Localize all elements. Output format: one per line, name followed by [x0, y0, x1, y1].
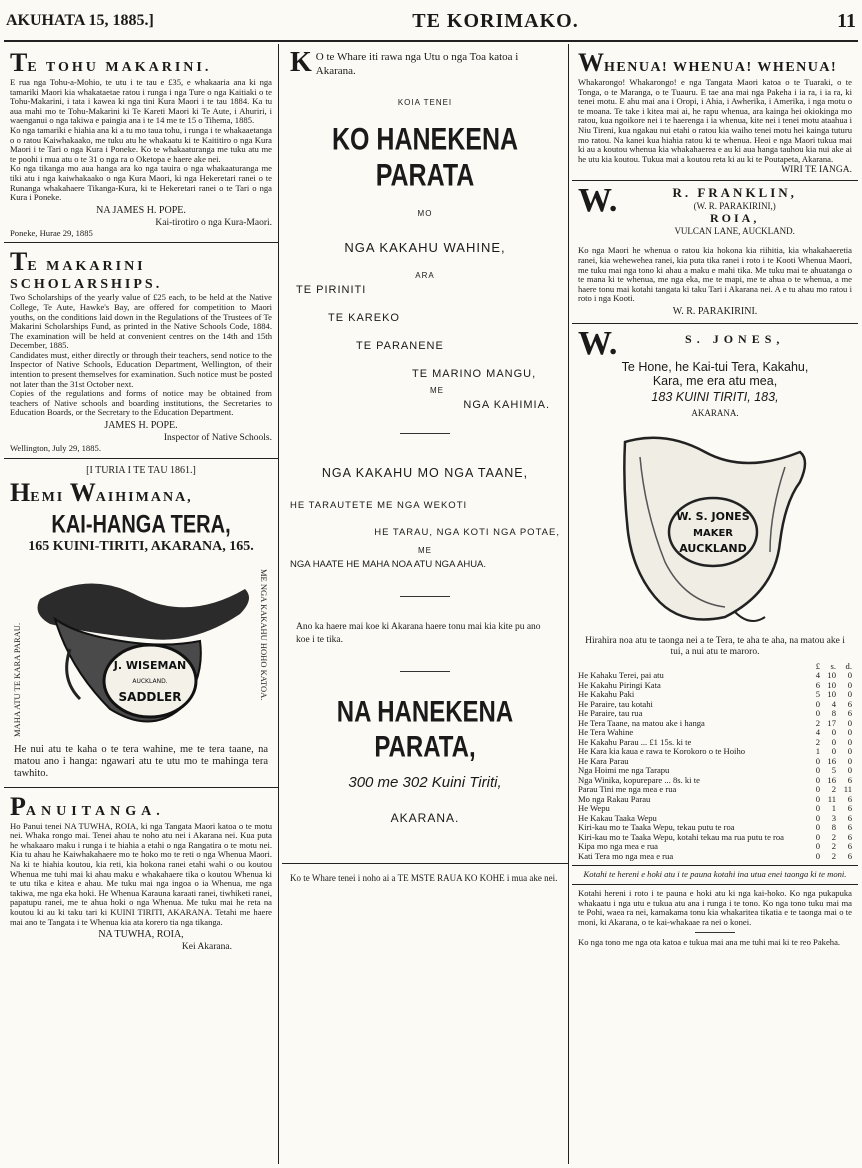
tohu-makarini-notice	[4, 44, 278, 243]
price-value: 6	[847, 812, 852, 823]
advertiser-name: KO HANEKENA PARATA	[331, 121, 519, 193]
price-value: 0	[847, 717, 852, 728]
price-value: 0	[815, 822, 820, 833]
price-item: Kiri-kau mo te Taaka Wepu, kotahi tekau ma rua putu te roa	[578, 831, 785, 842]
price-value: 6	[847, 822, 852, 833]
signature-name: JAMES H. POPE.	[104, 420, 178, 432]
rule	[282, 863, 568, 864]
notice-heading: PANUITANGA.	[10, 791, 165, 821]
paragraph: Ko nga tono me nga ota katoa e tukua mai ana me tuhi mai ki te reo Pakeha.	[578, 937, 841, 948]
visit-text: Ano ka haere mai koe ki Akarana haere tonu mai kia kite pu ano koe i te tika.	[296, 622, 541, 645]
price-value: 16	[827, 755, 836, 766]
price-item: He Kakahu Piringi Kata	[578, 679, 661, 690]
price-value: 1	[831, 803, 836, 814]
notice-heading: TE MAKARINI SCHOLARSHIPS.	[10, 247, 163, 293]
price-value: 0	[847, 689, 852, 700]
advert-intro: K O te Whare iti rawa nga Utu o nga Toa katoa i Akarana.	[290, 47, 519, 78]
price-value: 2	[831, 850, 836, 861]
advertiser-heading: W. S. JONES,	[578, 324, 785, 362]
price-value: 6	[847, 841, 852, 852]
saddle-image	[30, 559, 260, 739]
price-item: He Tera Taane, na matou ake i hanga	[578, 717, 705, 728]
paragraph: Ko nga tikanga mo aua hanga ara ko nga tauira o nga whakaaturanga me tiki atu i nga kaiwhakaako o nga Kura Maori, ki nga Hekeretari ranei o te Runanga whakahaere Tikanga-Kura, ki te Hekeretari ranei o te Tari o nga Kura i Poneke.	[10, 163, 272, 203]
price-value: 8	[831, 822, 836, 833]
price-value: 0	[815, 774, 820, 785]
svg-text:AUCKLAND: AUCKLAND	[679, 541, 747, 555]
price-value: 10	[827, 679, 836, 690]
divider	[695, 932, 735, 933]
discount-note: Kotahi te hereni e hoki atu i te pauna kotahi ina utua enei taonga ki te moni.	[583, 869, 847, 880]
svg-text:SADDLER: SADDLER	[118, 689, 182, 704]
price-value: 0	[847, 679, 852, 690]
price-value: 0	[831, 746, 836, 757]
me-label: ME	[418, 546, 432, 555]
notice-heading: WHENUA! WHENUA! WHENUA!	[578, 48, 838, 77]
svg-text:W. S. JONES: W. S. JONES	[676, 509, 750, 523]
wiseman-advert	[4, 459, 278, 788]
paragraph: Ho Panui tenei NA TUWHA, ROIA, ki nga Tangata Maori katoa o te motu nei. Whaka rongo mai. Tenei ahau te noho atu nei i Akarana nei. Kua puta he whakaaro maku i runga i te hiahia a etahi o nga Rangatira o te motu nei. Kia tu ahau he Kaiwhakahaere mo te hoko mo te reti o nga Whenua Maori. Na ki te hiahia koutou, kia reti, kia hokona ranei etahi wahi o ou koutou Whenua me tuhi mai ki ahau maku e whakahaere tika o koutou Whenua ki te utu tika e kitea e ahau. Me tuku mai nga ingoa o ia Whenua, me nga takiwa, me nga eka hoki. He Whenua Karauna karaati ranei, tiwhiketi ranei, papatupu ranei, me te ahua hoki o nga Whenua. Me tuku mai he reta na koutou ki au ki taku tari ki KUINI TIRITI, AKARANA. Tetahi me haere mai ano te Tangata i te Whenua kia ata korero tia nga tikanga.	[10, 820, 272, 927]
price-item: He Wepu	[578, 803, 610, 814]
price-item: Nga Winika, kopurepare ... 8s. ki te	[578, 774, 700, 785]
price-value: 16	[827, 774, 836, 785]
price-item: He Kahaku Terei, pai atu	[578, 670, 664, 681]
scholarships-notice	[4, 243, 278, 458]
price-item: He Kakahu Paki	[578, 689, 635, 700]
mo-label: MO	[417, 209, 433, 218]
price-value: 2	[831, 831, 836, 842]
price-value: 10	[827, 689, 836, 700]
saddle-image	[585, 422, 845, 632]
price-value: 0	[815, 708, 820, 719]
signature-name: NA JAMES H. POPE.	[96, 204, 186, 216]
ara-label: ARA	[415, 271, 435, 280]
price-item: Parau Tini me nga mea e rua	[578, 784, 677, 795]
price-value: 17	[827, 717, 836, 728]
paragraph: Copies of the regulations and forms of notice may be obtained from teachers of Native schools and boarding institutions, the Secretaries to Education Boards, or the Secretary to the Education Department.	[10, 388, 272, 418]
shop-city: AKARANA.	[691, 407, 739, 418]
price-value: 0	[831, 727, 836, 738]
column-middle	[282, 44, 569, 1164]
price-value: 0	[831, 736, 836, 747]
page-header	[6, 6, 856, 36]
fabric-item: TE KAREKO	[328, 312, 400, 324]
price-value: 0	[815, 812, 820, 823]
price-value: 6	[847, 850, 852, 861]
fabric-item: TE PARANENE	[356, 340, 444, 352]
fabric-item: TE PIRINITI	[296, 284, 367, 296]
divider	[400, 433, 450, 434]
fabric-item: NGA KAHIMIA.	[463, 399, 550, 411]
menswear-line: HE TARAUTETE ME NGA WEKOTI	[290, 500, 468, 511]
price-value: 4	[815, 670, 820, 681]
paragraph: Ko nga Maori he whenua o ratou kia hokona kia riihitia, kia whakahaeretia ranei, kia wehewehea ranei, kia puta tika ranei i roto i te Kooti Whenua Maori, me tuku mai nga tono ki ahau a maku e mahi tika. Me tuku mai te ahuatanga o te mana ki te whenua, me nga eka, me te mapi, me te ahua o te whenua, a me haere tonu mai kotahi tangata ki taku Tari i Akarana nei. A e tu ahau mo ratou i roto i nga Kooti.	[578, 245, 852, 304]
price-value: 11	[843, 784, 852, 795]
price-value: 0	[847, 670, 852, 681]
menswear-line: NGA HAATE HE MAHA NOA ATU NGA AHUA.	[290, 559, 487, 570]
price-item: Kati Tera mo nga mea e rua	[578, 850, 674, 861]
paragraph: Ko nga tamariki e hiahia ana ki a tu mo taua tohu, i runga i te whakaaetanga o o ratou Kaiwhakaako, me tuku atu he whakaatu ki te Kaititiro o nga Kura Maori i te Tari o nga Kura i Poneke. Ko te whakaaturanga me tuku atu me te poohi i mua atu o te 31 o nga ra o Oketopa e haere ake nei.	[10, 124, 272, 164]
svg-text:MAKER: MAKER	[693, 527, 733, 539]
signature-role: Kai-tirotiro o nga Kura-Maori.	[155, 217, 272, 228]
place-date: Wellington, July 29, 1885.	[10, 443, 101, 454]
page-number: 11	[837, 9, 856, 32]
price-value: 0	[815, 765, 820, 776]
menswear-line: HE TARAU, NGA KOTI NGA POTAE,	[374, 527, 560, 538]
side-caption-left: MAHA ATU TE KARA PARAU.	[12, 622, 22, 737]
price-value: 5	[815, 689, 820, 700]
price-item: He Kara Parau	[578, 755, 629, 766]
divider	[400, 671, 450, 672]
footer-note: Ko te Whare tenei i noho ai a TE MSTE RAUA KO KOHE i mua ake nei.	[290, 873, 558, 883]
whenua-notice	[572, 44, 858, 181]
signature-role: Inspector of Native Schools.	[163, 433, 272, 444]
divider	[400, 596, 450, 597]
price-value: 0	[815, 784, 820, 795]
signature-name: W. R. PARAKIRINI.	[672, 305, 758, 317]
advertiser-address: 165 KUINI-TIRITI, AKARANA, 165.	[28, 538, 254, 554]
advertiser-name: HEMI WAIHIMANA,	[10, 477, 193, 507]
price-value: 10	[827, 670, 836, 681]
price-value: 2	[815, 717, 820, 728]
price-item: Kipa mo nga mea e rua	[578, 841, 658, 852]
price-value: 11	[827, 793, 836, 804]
column-right	[572, 44, 858, 1164]
price-value: 0	[815, 793, 820, 804]
price-value: 6	[847, 793, 852, 804]
price-value: 5	[831, 765, 836, 776]
svg-text:J. WISEMAN: J. WISEMAN	[113, 658, 187, 672]
saddle-illustration-area	[10, 559, 272, 741]
svg-text:AUCKLAND.: AUCKLAND.	[132, 677, 168, 685]
price-value: 4	[831, 698, 836, 709]
trade-title: KAI-HANGA TERA,	[51, 510, 231, 539]
price-item: Mo nga Rakau Parau	[578, 793, 651, 804]
place-date: Poneke, Hurae 29, 1885	[10, 227, 93, 238]
koia-tenei: KOIA TENEI	[397, 98, 453, 107]
price-value: 6	[847, 708, 852, 719]
paragraph: Candidates must, either directly or through their teachers, send notice to the Inspector of Native Schools, Education Department, Wellington, of their intention to present themselves for examination. Such notice must be posted not later than the 31st October next.	[10, 349, 272, 389]
price-value: 0	[847, 755, 852, 766]
paragraph: Kotahi hereni i roto i te pauna e hoki atu ki nga kai-hoko. Ko nga pukapuka whakaatu i nga utu e tukua atu ana i runga i te tono. Ko nga tono tuku mai ma te Pohi, waea ra nei, kamakama tonu kia whakaritea tikatia e te taonga mai o te moni, ki Akarana, o te kai-whakaae ra nei o konei.	[578, 888, 852, 927]
price-value: 8	[831, 708, 836, 719]
price-value: 2	[831, 841, 836, 852]
advertiser-name: NA HANEKENA PARATA,	[336, 695, 514, 764]
price-value: 0	[815, 850, 820, 861]
price-row	[578, 852, 852, 862]
notice-heading: TE TOHU MAKARINI.	[10, 48, 212, 77]
price-value: 6	[847, 698, 852, 709]
price-value: 2	[815, 736, 820, 747]
panuitanga-notice	[4, 788, 278, 958]
signature-name: NA TUWHA, ROIA,	[98, 929, 184, 941]
paragraph: Two Scholarships of the yearly value of £25 each, to be held at the Native College, Te Aute, Hawke's Bay, are offered for competition to Maori youths, on the conditions laid down in the Regulations of the Trustees of Te Makarini Scholarships Fund, as printed in the Native Schools Code, 1884. The examination will be held at convenient centres on the 14th and 15th December, 1885.	[10, 292, 272, 351]
price-value: 0	[815, 698, 820, 709]
price-value: 4	[815, 727, 820, 738]
price-item: He Paraire, tau kotahi	[578, 698, 653, 709]
price-item: He Kakau Taaka Wepu	[578, 812, 657, 823]
price-value: 0	[847, 765, 852, 776]
price-value: 6	[847, 803, 852, 814]
rule	[572, 884, 858, 885]
price-value: 0	[847, 727, 852, 738]
jones-advert	[572, 324, 858, 952]
franklin-advert	[572, 181, 858, 324]
advert-text: Hirahira noa atu te taonga nei a te Tera, te aha te aha, na matou ake i tui, a nui atu te maroro.	[585, 635, 845, 657]
trade-line: Te Hone, he Kai-tui Tera, Kakahu,	[621, 359, 809, 374]
price-item: He Kakahu Parau ... £1 15s. ki te	[578, 736, 692, 747]
price-value: 6	[847, 831, 852, 842]
price-item: He Kara kia kaua e rawa te Korokoro o te Hoiho	[578, 746, 746, 757]
advert-text: He nui atu te kaha o te tera wahine, me te tera taane, na matou ano i hanga: ngawari atu te utu mo te mahinga tera tawhito.	[14, 743, 268, 779]
price-item: He Tera Wahine	[578, 727, 634, 738]
advertiser-heading: W. R. FRANKLIN, (W. R. PARAKIRINI,) ROIA, VULCAN LANE, AUCKLAND.	[578, 182, 797, 237]
price-value: 6	[847, 774, 852, 785]
price-item: Nga Hoimi me nga Tarapu	[578, 765, 670, 776]
trade-line: Kara, me era atu mea,	[652, 373, 778, 388]
fabric-item: TE MARINO MANGU,	[412, 368, 537, 380]
price-list-header: £ s. d.	[815, 660, 852, 671]
price-value: 0	[815, 831, 820, 842]
shop-city: AKARANA.	[390, 811, 460, 825]
paragraph: Whakarongo! Whakarongo! e nga Tangata Maori katoa o te Tuaraki, o te Tonga, o te Maranga, o te Tuauru. E tae ana mai nga Pakeha i ia ra, i ia ra, ki tenei motu. E ahu mai ana i Oropi, i Ahia, i Awherika, i Amerika, i nga motu o te moana. Te take i kitea mai ai, he rapu whenua, ara kainga hei okiokinga mo ratou, kua ngoikore nei i te haerenga i ia whenua, kite nei i tenei motu ataahua i Niu Tireni, kua ngakau nui etahi o ratou kia waiho tenei motu hei kainga tuturu mo ratou. Na kanei kua hiahia ratou ki te whenua. Heoi e nga Maori tukua mai ki au a koutou whenua kia whakahaerea e au ki aua hanga tauhou kia nui ake ai he utu kia koutou. Tukua mai a koutou reta ki au ki te Poutapeta, Akarana.	[578, 77, 852, 164]
price-value: 0	[815, 755, 820, 766]
price-value: 0	[847, 736, 852, 747]
mens-clothing: NGA KAKAHU MO NGA TAANE,	[321, 466, 529, 480]
womens-clothing: NGA KAKAHU WAHINE,	[344, 240, 506, 255]
column-left	[4, 44, 279, 1164]
price-list	[578, 662, 852, 862]
price-item: Kiri-kau mo te Taaka Wepu, tekau putu te roa	[578, 822, 735, 833]
price-value: 6	[815, 679, 820, 690]
price-row	[578, 795, 852, 805]
price-value: 0	[815, 841, 820, 852]
shop-address: 300 me 302 Kuini Tiriti,	[348, 774, 502, 791]
newspaper-title: TE KORIMAKO.	[412, 9, 579, 32]
side-caption-right: ME NGA KAKAHU HOHO KATOA.	[259, 568, 269, 700]
rule	[572, 865, 858, 866]
established-line: [I TURIA I TE TAU 1861.]	[86, 464, 196, 476]
shop-address: 183 KUINI TIRITI, 183,	[651, 389, 779, 404]
me-label: ME	[430, 386, 444, 395]
signature-name: WIRI TE IANGA.	[781, 165, 852, 176]
price-value: 3	[831, 812, 836, 823]
price-item: He Paraire, tau rua	[578, 708, 643, 719]
price-value: 1	[815, 746, 820, 757]
header-rule	[4, 40, 858, 42]
price-value: 0	[815, 803, 820, 814]
signature-role: Kei Akarana.	[181, 942, 232, 953]
price-value: 2	[831, 784, 836, 795]
price-value: 0	[847, 746, 852, 757]
issue-date: AKUHATA 15, 1885.]	[6, 12, 154, 29]
parata-advert	[282, 44, 568, 891]
paragraph: E rua nga Tohu-a-Mohio, te utu i te tau e £35, e whakaaria ana ki nga tamariki Maori kia whakataetae ratou i runga i nga Ture o nga Kaitiaki o te Tohu-Makarini, i tata i kawea ki nga tini Kura Maori i te tau 1884. Ka tu aua mahi mo te Tohu-Makarini ki Te Kareti Maori ki Te Aute, i Ahuriri, i waenganui o nga takiwa e paingia ana i te 14 me te 15 o Tihema, 1885.	[10, 77, 272, 126]
